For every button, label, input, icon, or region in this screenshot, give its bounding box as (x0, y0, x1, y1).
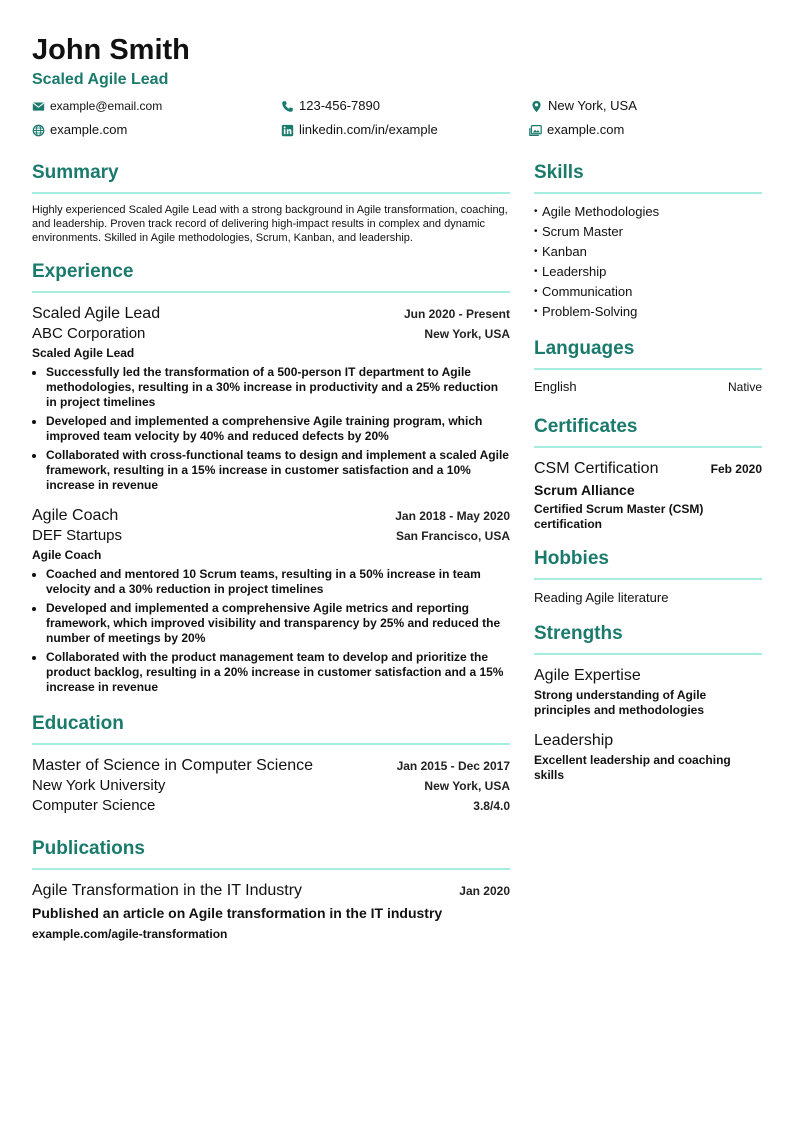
summary-section (32, 160, 510, 245)
job-title: Scaled Agile Lead (32, 305, 161, 322)
candidate-name: John Smith (32, 34, 190, 66)
education-heading: Education (32, 711, 510, 745)
school: New York University (32, 777, 166, 794)
portfolio-icon (529, 124, 542, 137)
job-dates: Jan 2018 - May 2020 (395, 509, 510, 523)
strength-description: Strong understanding of Agile principles and methodologies (534, 688, 707, 717)
languages-section (534, 336, 762, 394)
contact-location (530, 98, 637, 114)
contact-email[interactable] (32, 98, 162, 114)
job-bullet: • Coached and mentored 10 Scrum teams, resulting in a 50% increase in team velocity and a 30% reduction in project timelines (46, 567, 510, 597)
right-column (534, 160, 762, 783)
certificates-section (534, 414, 762, 532)
education-dates: Jan 2015 - Dec 2017 (396, 759, 510, 773)
job-company: ABC Corporation (32, 325, 146, 342)
left-column (32, 160, 510, 942)
job-location: New York, USA (424, 327, 510, 341)
strength-title: Agile Expertise (534, 667, 641, 684)
contact-linkedin-text: linkedin.com/in/example (299, 122, 438, 137)
job-role: Scaled Agile Lead (32, 346, 135, 360)
strengths-section (534, 621, 762, 783)
certificate-description: Certified Scrum Master (CSM) certification (534, 502, 704, 531)
skills-heading: Skills (534, 160, 762, 194)
certificate-date: Feb 2020 (710, 462, 762, 476)
job-location: San Francisco, USA (395, 529, 510, 543)
skill-item: • Kanban (534, 244, 587, 259)
contact-website[interactable] (32, 122, 127, 138)
experience-entry (32, 505, 510, 695)
publication-link[interactable]: example.com/agile-transformation (32, 927, 228, 941)
certificate-title: CSM Certification (534, 460, 659, 477)
education-entry (32, 755, 510, 816)
summary-heading: Summary (32, 160, 510, 194)
skills-section (534, 160, 762, 322)
education-section (32, 711, 510, 816)
contact-portfolio-text: example.com (547, 122, 625, 137)
contact-phone[interactable] (281, 98, 380, 114)
gpa: 3.8/4.0 (473, 799, 510, 813)
publication-title: Agile Transformation in the IT Industry (32, 882, 303, 899)
skill-item: • Agile Methodologies (534, 204, 660, 219)
job-role: Agile Coach (32, 548, 102, 562)
location-pin-icon (530, 100, 543, 113)
certificates-heading: Certificates (534, 414, 762, 448)
skill-item: • Communication (534, 284, 633, 299)
hobbies-heading: Hobbies (534, 546, 762, 580)
strength-title: Leadership (534, 732, 614, 749)
email-icon (32, 100, 45, 113)
language-name: English (534, 379, 577, 394)
job-bullets (32, 365, 510, 493)
experience-heading: Experience (32, 259, 510, 293)
strengths-heading: Strengths (534, 621, 762, 655)
strength-item (534, 665, 762, 718)
skills-list (534, 202, 762, 322)
publication-entry (32, 880, 510, 942)
job-bullet: • Developed and implemented a comprehensive Agile training program, which improved team velocity by 40% and reduced defects by 20% (46, 414, 510, 444)
contact-location-text: New York, USA (548, 98, 637, 113)
publications-heading: Publications (32, 836, 510, 870)
hobbies-section (534, 546, 762, 607)
job-bullet: • Collaborated with the product management team to develop and prioritize the product backlog, resulting in a 20% increase in customer satisfaction and a 15% increase in revenue (46, 650, 510, 695)
language-level: Native (727, 380, 762, 394)
languages-heading: Languages (534, 336, 762, 370)
field-of-study: Computer Science (32, 797, 156, 814)
experience-entry (32, 303, 510, 493)
publications-section (32, 836, 510, 942)
experience-section (32, 259, 510, 695)
job-bullet: • Developed and implemented a comprehensive Agile metrics and reporting framework, which improved visibility and transparency by 25% and reduced the number of meetings by 20% (46, 601, 510, 646)
strength-item (534, 730, 762, 783)
strength-description: Excellent leadership and coaching skills (534, 753, 731, 782)
contact-website-text: example.com (50, 122, 128, 137)
publication-summary: Published an article on Agile transformation in the IT industry (32, 905, 443, 921)
education-location: New York, USA (424, 779, 510, 793)
phone-icon (281, 100, 294, 113)
contact-portfolio[interactable] (529, 122, 624, 138)
skill-item: • Problem-Solving (534, 304, 638, 319)
language-item (534, 379, 762, 394)
candidate-title: Scaled Agile Lead (32, 71, 169, 88)
job-bullet: • Collaborated with cross-functional teams to design and implement a scaled Agile framework, resulting in a 15% increase in customer satisfaction and a 10% increase in revenue (46, 448, 510, 493)
job-bullets (32, 567, 510, 695)
skill-item: • Leadership (534, 264, 607, 279)
job-title: Agile Coach (32, 507, 119, 524)
degree: Master of Science in Computer Science (32, 757, 314, 774)
certificate-entry (534, 458, 762, 532)
skill-item: • Scrum Master (534, 224, 623, 239)
contact-linkedin[interactable] (281, 122, 438, 138)
contact-email-text: example@email.com (50, 99, 163, 113)
job-company: DEF Startups (32, 527, 123, 544)
job-bullet: • Successfully led the transformation of a 500-person IT department to Agile methodologies, resulting in a 30% increase in productivity and a 25% reduction in project timelines (46, 365, 510, 410)
publication-date: Jan 2020 (459, 884, 510, 898)
job-dates: Jun 2020 - Present (403, 307, 510, 321)
linkedin-icon (281, 124, 294, 137)
summary-text: Highly experienced Scaled Agile Lead with a strong background in Agile transformation, coaching, and leadership. Proven track record of delivering high-impact results in complex and dynamic environments. Skilled in Agile methodologies, Scrum, Kanban, and leadership. (32, 204, 508, 244)
globe-icon (32, 124, 45, 137)
contact-phone-text: 123-456-7890 (299, 98, 380, 113)
hobby-item: Reading Agile literature (534, 590, 669, 605)
certificate-issuer: Scrum Alliance (534, 482, 635, 498)
